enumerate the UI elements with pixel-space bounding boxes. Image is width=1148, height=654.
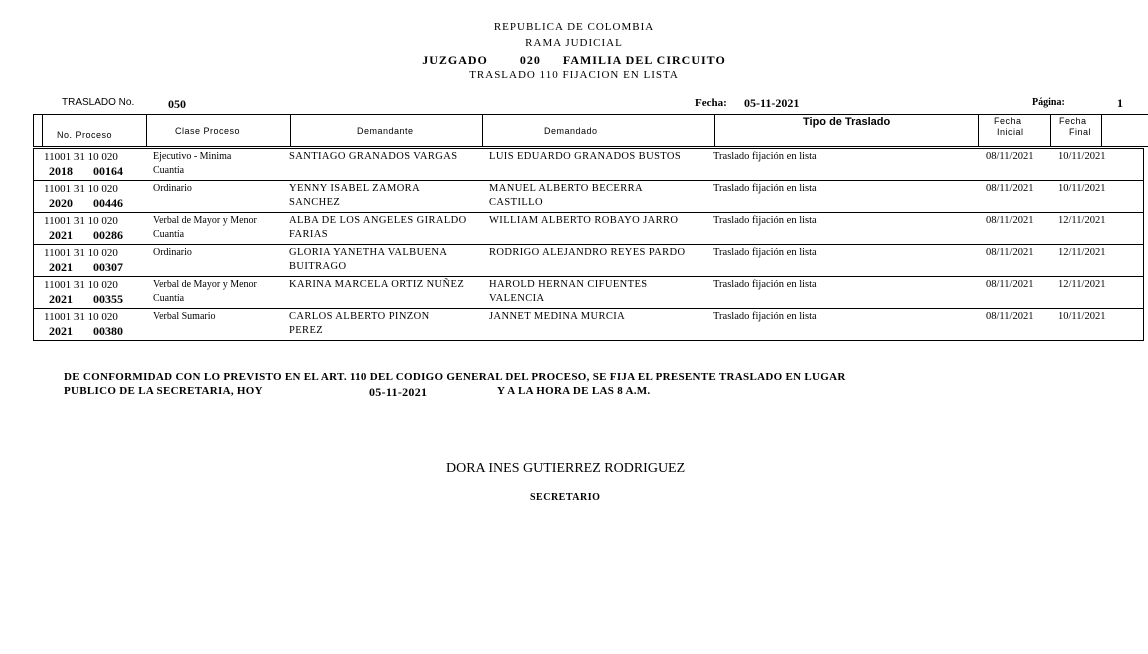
row-demandado [489, 310, 625, 324]
header-fecha-final-line2: Final [1069, 127, 1092, 137]
row-clase [153, 310, 216, 324]
table-header [33, 114, 1148, 147]
row-clase-line1: Ejecutivo - Minima [153, 151, 232, 162]
row-demandante-line1: ALBA DE LOS ANGELES GIRALDO [289, 215, 467, 226]
row-demandante-line1: YENNY ISABEL ZAMORA [289, 183, 421, 194]
row-clase-line1: Verbal de Mayor y Menor [153, 279, 257, 290]
row-demandante [289, 150, 457, 164]
row-demandante [289, 310, 430, 338]
header-demandado [482, 115, 714, 146]
table-body [33, 148, 1144, 341]
row-fecha-inicial: 08/11/2021 [986, 151, 1034, 162]
row-demandado [489, 150, 681, 164]
row-clase [153, 246, 192, 260]
row-demandado-line1: RODRIGO ALEJANDRO REYES PARDO [489, 247, 686, 258]
row-process-id: 00307 [93, 260, 123, 274]
row-clase [153, 278, 257, 306]
header-demandado-label: Demandado [544, 126, 598, 136]
row-process-number [49, 196, 123, 210]
row-demandado-line1: MANUEL ALBERTO BECERRA [489, 183, 644, 194]
row-clase [153, 182, 192, 196]
row-demandado [489, 278, 648, 306]
row-clase-line2: Cuantía [153, 165, 185, 176]
row-clase-line1: Verbal Sumario [153, 311, 216, 322]
header-tipo-label: Tipo de Traslado [803, 116, 891, 128]
header-clase [146, 115, 290, 146]
row-process-id: 00164 [93, 164, 123, 178]
row-process-year: 2021 [49, 324, 73, 338]
row-process-number [49, 324, 123, 338]
header-court-number: 020 [519, 53, 541, 67]
row-demandado-line1: LUIS EDUARDO GRANADOS BUSTOS [489, 151, 682, 162]
row-demandado [489, 246, 685, 260]
row-tipo: Traslado fijación en lista [713, 247, 817, 258]
row-clase-line1: Ordinario [153, 247, 192, 258]
row-fecha-inicial: 08/11/2021 [986, 247, 1034, 258]
row-demandante-line1: SANTIAGO GRANADOS VARGAS [289, 151, 458, 162]
header-fecha-final-line1: Fecha [1059, 116, 1087, 126]
row-process-year: 2021 [49, 260, 73, 274]
row-process-id: 00355 [93, 292, 123, 306]
row-demandante [289, 214, 467, 242]
table-row [34, 308, 1143, 341]
row-fecha-final: 12/11/2021 [1058, 215, 1106, 226]
fecha-label: Fecha: [695, 97, 727, 109]
header-court-type: FAMILIA DEL CIRCUITO [562, 53, 726, 67]
footer-line1: DE CONFORMIDAD CON LO PREVISTO EN EL ART. 110 DEL CODIGO GENERAL DEL PROCESO, SE FIJA EL PRESENTE TRASLADO EN LUGAR [64, 371, 846, 383]
row-demandante [289, 182, 420, 210]
footer-line2-start: PUBLICO DE LA SECRETARIA, HOY [64, 385, 263, 397]
row-process-code: 11001 31 10 020 [44, 183, 118, 195]
row-demandante-line1: KARINA MARCELA ORTIZ NUÑEZ [289, 279, 465, 290]
table-row [34, 276, 1143, 309]
row-demandante [289, 246, 447, 274]
row-fecha-inicial: 08/11/2021 [986, 279, 1034, 290]
header-no-proceso-label: No. Proceso [57, 130, 113, 140]
header-court-label: JUZGADO [422, 53, 488, 67]
header-demandante-label: Demandante [357, 126, 414, 136]
header-court [0, 53, 1148, 68]
header-country: REPUBLICA DE COLOMBIA [493, 21, 655, 33]
header-fecha-final [1050, 115, 1102, 146]
row-demandante-line2: FARIAS [289, 229, 328, 240]
row-fecha-final: 12/11/2021 [1058, 247, 1106, 258]
header-branch: RAMA JUDICIAL [525, 37, 623, 49]
row-tipo: Traslado fijación en lista [713, 183, 817, 194]
row-process-code: 11001 31 10 020 [44, 151, 118, 163]
row-demandado [489, 214, 678, 228]
header-clase-label: Clase Proceso [175, 126, 241, 136]
row-process-year: 2020 [49, 196, 73, 210]
row-fecha-final: 10/11/2021 [1058, 183, 1106, 194]
row-demandante-line2: PEREZ [289, 325, 324, 336]
header-fecha-inicial-line2: Inicial [997, 127, 1024, 137]
row-process-id: 00380 [93, 324, 123, 338]
row-fecha-final: 10/11/2021 [1058, 151, 1106, 162]
header-fecha-inicial [978, 115, 1050, 146]
traslado-label: TRASLADO No. [62, 97, 135, 108]
table-row [34, 149, 1143, 181]
row-process-year: 2021 [49, 292, 73, 306]
footer-date: 05-11-2021 [369, 385, 428, 399]
row-process-number [49, 164, 123, 178]
header-demandante [290, 115, 482, 146]
row-process-code: 11001 31 10 020 [44, 247, 118, 259]
table-row [34, 212, 1143, 245]
row-demandante-line1: CARLOS ALBERTO PINZON [289, 311, 430, 322]
row-process-year: 2021 [49, 228, 73, 242]
row-process-number [49, 228, 123, 242]
table-row [34, 180, 1143, 213]
header-tipo [714, 115, 978, 146]
traslado-number: 050 [168, 97, 186, 111]
row-demandado-line1: WILLIAM ALBERTO ROBAYO JARRO [489, 215, 679, 226]
row-demandado [489, 182, 643, 210]
row-tipo: Traslado fijación en lista [713, 279, 817, 290]
row-clase-line1: Ordinario [153, 183, 192, 194]
row-demandado-line2: VALENCIA [489, 293, 545, 304]
row-process-id: 00446 [93, 196, 123, 210]
row-clase-line2: Cuantía [153, 229, 185, 240]
row-clase-line1: Verbal de Mayor y Menor [153, 215, 257, 226]
signature-role: SECRETARIO [530, 492, 601, 503]
header-spacer [34, 115, 42, 146]
row-demandante [289, 278, 464, 292]
row-demandado-line1: JANNET MEDINA MURCIA [489, 311, 626, 322]
signature-name: DORA INES GUTIERREZ RODRIGUEZ [446, 461, 686, 476]
pagina-label: Página: [1032, 97, 1065, 108]
row-clase [153, 150, 231, 178]
footer-line2-end: Y A LA HORA DE LAS 8 A.M. [497, 385, 651, 397]
row-fecha-inicial: 08/11/2021 [986, 311, 1034, 322]
row-fecha-final: 10/11/2021 [1058, 311, 1106, 322]
row-fecha-final: 12/11/2021 [1058, 279, 1106, 290]
header-no-proceso [42, 115, 146, 146]
row-process-year: 2018 [49, 164, 73, 178]
pagina-value: 1 [1117, 96, 1123, 110]
row-process-id: 00286 [93, 228, 123, 242]
header-fecha-inicial-line1: Fecha [994, 116, 1022, 126]
table-row [34, 244, 1143, 277]
row-process-number [49, 260, 123, 274]
row-tipo: Traslado fijación en lista [713, 311, 817, 322]
row-demandante-line2: SANCHEZ [289, 197, 341, 208]
row-clase-line2: Cuantía [153, 293, 185, 304]
row-process-number [49, 292, 123, 306]
row-tipo: Traslado fijación en lista [713, 151, 817, 162]
row-demandante-line2: BUITRAGO [289, 261, 347, 272]
row-fecha-inicial: 08/11/2021 [986, 183, 1034, 194]
fecha-value: 05-11-2021 [744, 96, 800, 110]
row-clase [153, 214, 257, 242]
row-process-code: 11001 31 10 020 [44, 279, 118, 291]
row-fecha-inicial: 08/11/2021 [986, 215, 1034, 226]
header-subtitle: TRASLADO 110 FIJACION EN LISTA [469, 69, 679, 81]
row-demandado-line2: CASTILLO [489, 197, 543, 208]
row-process-code: 11001 31 10 020 [44, 311, 118, 323]
row-demandante-line1: GLORIA YANETHA VALBUENA [289, 247, 448, 258]
row-process-code: 11001 31 10 020 [44, 215, 118, 227]
row-tipo: Traslado fijación en lista [713, 215, 817, 226]
row-demandado-line1: HAROLD HERNAN CIFUENTES [489, 279, 648, 290]
